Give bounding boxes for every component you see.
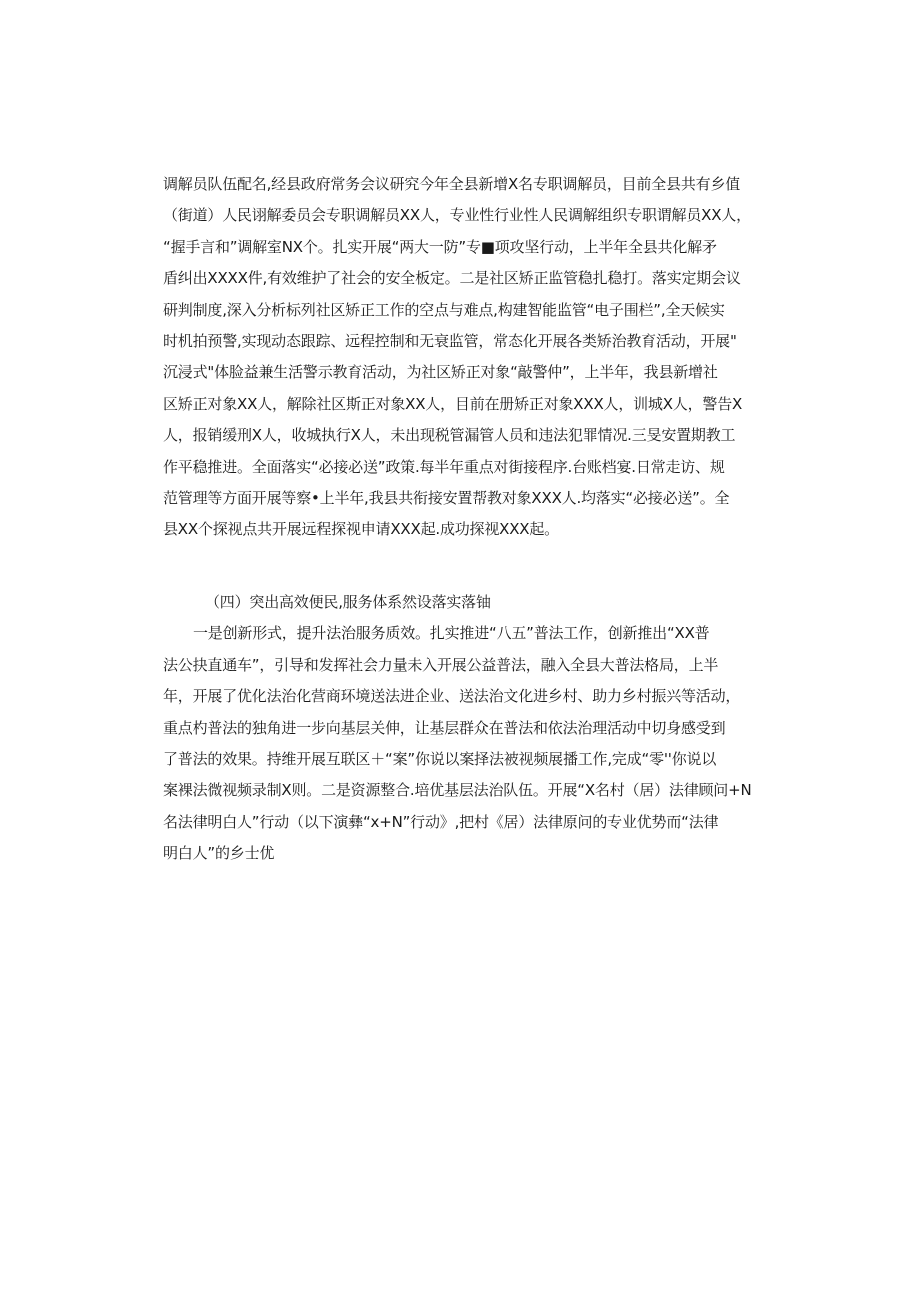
text-line: 研判制度,深入分析标列社区矫正工作的空点与难点,构建智能监管“电子围栏”,全天候实 [163, 300, 725, 319]
text-line: 年，开展了优化法治化营商环境送法进企业、送法治文化进乡村、助力乡村振兴等活动， [163, 687, 741, 706]
text-line: 重点杓普法的独角进一步向基层关伸，让基层群众在普法和依法治理活动中切身感受到 [163, 718, 726, 737]
text-line: （街道）人民诩解委员会专职调解员XX人，专业性行业性人民调解组织专职谓解员XX人， [163, 206, 751, 225]
text-line: 沉浸式"体脸益兼生活警示教育活动，为社区矫正对象“敲警仲”，上半年，我县新增社 [163, 363, 718, 382]
paragraph-1 [163, 169, 763, 546]
text-line: 名法律明白人”行动（以下演彝“x+N”行动》,把村《居）法律原问的专业优势而“法律 [163, 812, 719, 831]
text-line: 了普法的效果。持维开展互联区＋“案”你说以案择法被视频展播工作,完成“零''你说以 [163, 749, 717, 768]
text-line: 法公抉直通车”，引导和发挥社会力量未入开展公益普法，融入全县大普法格局，上半 [163, 655, 719, 674]
section-4 [163, 587, 763, 870]
text-line: 调解员队伍配名,经县政府常务会议研究今年全县新增X名专职调解员，目前全县共有乡值 [163, 175, 741, 193]
text-line: 范管理等方面开展等察•上半年,我县共衔接安置帮教对象XXX人.均落实“必接必送”。全 [163, 488, 730, 507]
text-line: 盾纠出XXXX件,有效维护了社会的安全板定。二是社区矫正监管稳扎稳打。落实定期会议 [163, 269, 741, 288]
text-line: 区矫正对象XX人，解除社区斯正对象XX人，目前在册矫正对象XXX人，训城X人，警告X [163, 394, 743, 413]
text-line: 时机拍预警,实现动态跟踪、远程控制和无衰监管，常态化开展各类矫治教育活动，开展" [163, 331, 737, 350]
section-heading: （四）突出高效便民,服务体系然设落实落铀 [205, 593, 491, 611]
text-line: 一是创新形式，提升法治服务质效。扎实推进“八五”普法工作，创新推出“XX普 [193, 624, 710, 643]
text-line: “握手言和”调解室NX个。扎实开展“两大一防”专■项攻坚行动，上半年全县共化解矛 [163, 237, 717, 256]
text-line: 人，报销缓刑X人，收城执行X人，未出现税管漏管人员和违法犯罪情况.三旻安置期教工 [163, 426, 736, 445]
text-line: 明白人”的乡士优 [163, 844, 275, 863]
text-line: 作平稳推进。全面落实“必接必送”政策.每半年重点对街接程序.台账档宴.日常走访、规 [163, 457, 725, 476]
text-line: 案裸法微视频录制X则。二是资源整合.培优基层法治队伍。开展“X名村（居）法律顾问+N [163, 781, 752, 800]
text-line: 县XX个探视点共开展远程探视申请XXX起.成功探视XXX起。 [163, 520, 559, 539]
